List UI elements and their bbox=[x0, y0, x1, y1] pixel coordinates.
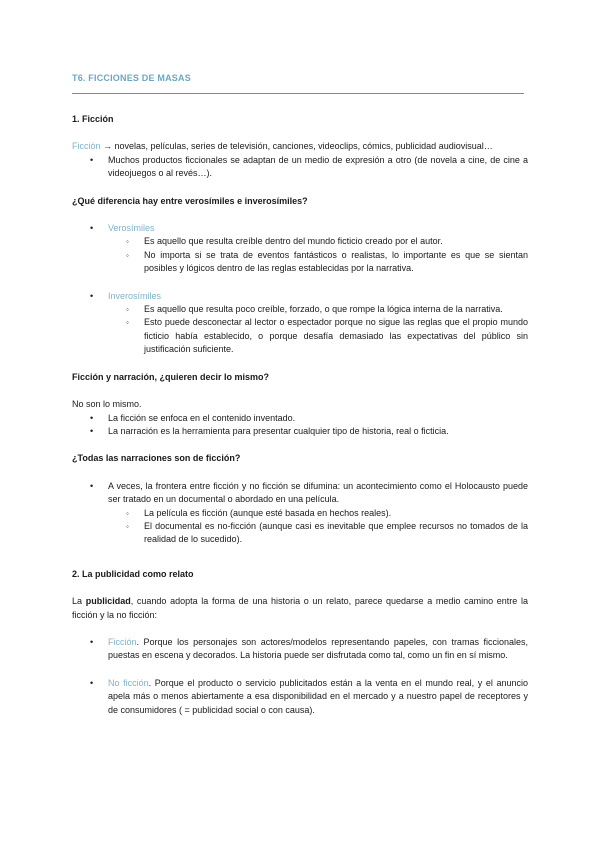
section-1-intro bbox=[72, 140, 528, 153]
list-item bbox=[72, 636, 528, 663]
section-2-intro bbox=[72, 595, 528, 622]
document-title: T6. FICCIONES DE MASAS bbox=[72, 73, 191, 83]
list-item: • La ficción se enfoca en el contenido inventado. bbox=[72, 412, 528, 425]
inverosimiles-list bbox=[72, 290, 528, 303]
list-item: ◦ El documental es no-ficción (aunque casi es inevitable que emplee recursos no tomados de la realidad de lo sucedido). bbox=[108, 520, 528, 547]
document-body bbox=[72, 113, 528, 717]
publicidad-list bbox=[72, 636, 528, 663]
list-item: ◦ Es aquello que resulta creíble dentro del mundo ficticio creado por el autor. bbox=[108, 235, 528, 248]
q2-list bbox=[72, 412, 528, 439]
list-item bbox=[72, 677, 528, 717]
question-ficcion-narracion: Ficción y narración, ¿quieren decir lo mismo? bbox=[72, 371, 270, 382]
list-item: ◦ La película es ficción (aunque esté basada en hechos reales). bbox=[108, 507, 528, 520]
q2-answer: No son lo mismo. bbox=[72, 399, 142, 410]
verosimiles-item bbox=[72, 222, 528, 235]
q3-list bbox=[72, 480, 528, 507]
question-narraciones: ¿Todas las narraciones son de ficción? bbox=[72, 453, 241, 464]
list-item: ◦ Es aquello que resulta poco creíble, forzado, o que rompe la lógica interna de la narrativa. bbox=[108, 303, 528, 316]
question-verosimiles: ¿Qué diferencia hay entre verosímiles e inverosímiles? bbox=[72, 195, 308, 206]
list-item: • A veces, la frontera entre ficción y no ficción se difumina: un acontecimiento como el Holocausto puede ser tratado en un documental o abordado en una película. bbox=[72, 480, 528, 507]
publicidad-list-2 bbox=[72, 677, 528, 717]
ficcion-label: Ficción bbox=[108, 636, 137, 647]
section-1-bullets bbox=[72, 154, 528, 181]
q3-sublist bbox=[108, 507, 528, 547]
publicidad-term: publicidad bbox=[85, 596, 131, 607]
no-ficcion-text: . Porque el producto o servicio publicitados están a la venta en el mundo real, y el anuncio apela más o menos abiertamente a esa disponibilidad en el mercado y a nuestro papel de receptores y de consumidores ( = publicidad social o con causa). bbox=[108, 677, 528, 715]
list-item: ◦ Esto puede desconectar al lector o espectador porque no sigue las reglas que el propio mundo ficticio había establecido, o porque desafía demasiado las expectativas del público sin justificación suficiente. bbox=[108, 316, 528, 356]
intro-pre: La bbox=[72, 596, 86, 607]
verosimiles-list bbox=[72, 222, 528, 235]
inverosimiles-label: Inverosímiles bbox=[108, 290, 162, 301]
no-ficcion-label: No ficción bbox=[108, 677, 149, 688]
ficcion-examples: → novelas, películas, series de televisión, canciones, videoclips, cómics, publicidad audiovisual… bbox=[100, 141, 493, 152]
inverosimiles-item bbox=[72, 290, 528, 303]
ficcion-term: Ficción bbox=[72, 141, 101, 152]
verosimiles-label: Verosímiles bbox=[108, 223, 155, 234]
section-2-heading: 2. La publicidad como relato bbox=[72, 568, 194, 579]
list-item: ◦ No importa si se trata de eventos fantásticos o realistas, lo importante es que se sientan posibles y lógicos dentro de las reglas establecidas por la narrativa. bbox=[108, 249, 528, 276]
inverosimiles-sublist bbox=[108, 303, 528, 357]
verosimiles-sublist bbox=[108, 235, 528, 275]
list-item: • Muchos productos ficcionales se adaptan de un medio de expresión a otro (de novela a cine, de cine a videojuegos o al revés…). bbox=[72, 154, 528, 181]
intro-post: , cuando adopta la forma de una historia o un relato, parece quedarse a medio camino entre la ficción y la no ficción: bbox=[72, 596, 528, 620]
title-divider bbox=[72, 93, 524, 94]
section-1-heading: 1. Ficción bbox=[72, 114, 114, 124]
ficcion-text: . Porque los personajes son actores/modelos representando papeles, con tramas ficcionales, puestas en escena y decorados. La historia puede ser disfrutada como tal, como un fin en sí mismo. bbox=[108, 636, 528, 661]
list-item: • La narración es la herramienta para presentar cualquier tipo de historia, real o ficticia. bbox=[72, 425, 528, 438]
